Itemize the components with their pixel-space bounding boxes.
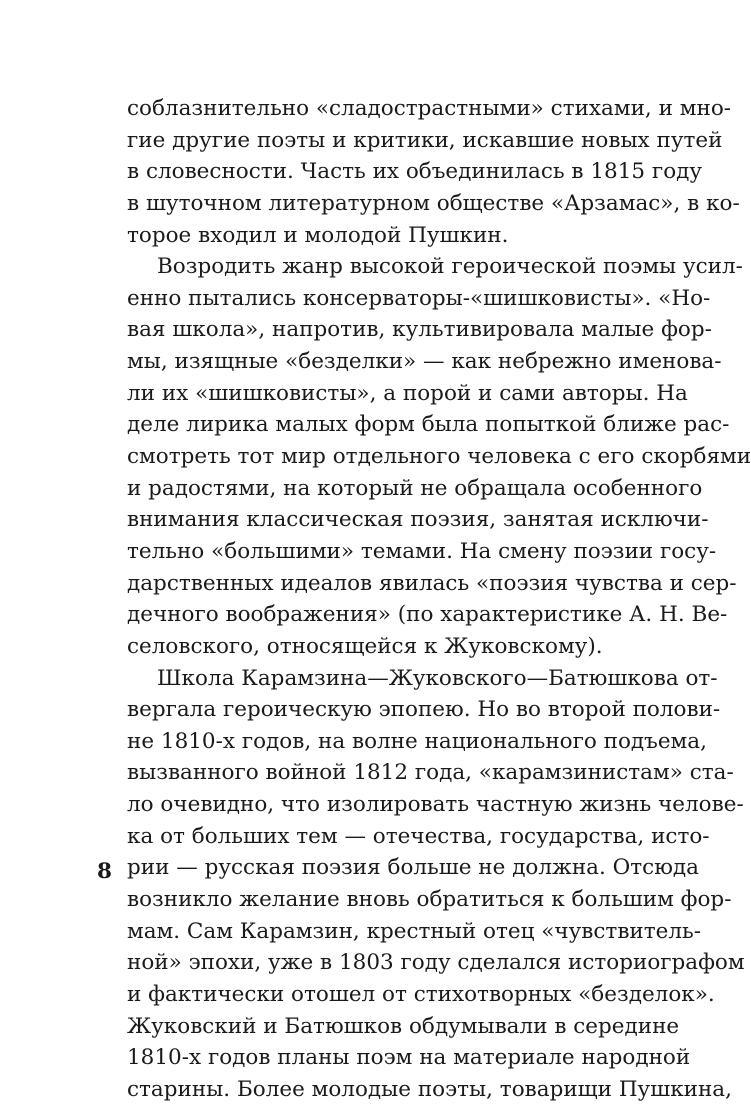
text-line: ной» эпохи, уже в 1803 году сделался историографом (127, 950, 745, 976)
text-line: Возродить жанр высокой героической поэмы усил- (157, 254, 743, 280)
text-line: дарственных идеалов явилась «поэзия чувства и сер- (127, 570, 737, 596)
text-line: вызванного войной 1812 года, «карамзинистам» ста- (127, 760, 734, 786)
text-line: рии — русская поэзия больше не должна. Отсюда (127, 855, 699, 881)
text-line: внимания классическая поэзия, занятая исключи- (127, 507, 709, 533)
text-line: мы, изящные «безделки» — как небрежно именова- (127, 349, 722, 375)
text-line: енно пытались консерваторы-«шишковисты». «Но- (127, 285, 711, 311)
text-line: в словесности. Часть их объединилась в 1815 году (127, 159, 703, 185)
text-line: 1810-х годов планы поэм на материале народной (127, 1045, 691, 1071)
text-line: и радостями, на который не обращала особенного (127, 475, 703, 501)
text-line: соблазнительно «сладострастными» стихами, и мно- (127, 96, 732, 121)
text-line: деле лирика малых форм была попыткой ближе рас- (127, 412, 730, 438)
text-line: селовского, относящейся к Жуковскому). (127, 633, 603, 659)
text-line: ли их «шишковисты», а порой и сами авторы. На (127, 380, 688, 406)
text-line: дечного воображения» (по характеристике А. Н. Ве- (127, 602, 728, 628)
text-line: не 1810-х годов, на волне национального подъема, (127, 728, 707, 754)
text-line: вергала героическую эпопею. Но во второй полови- (127, 697, 721, 723)
text-line: мам. Сам Карамзин, крестный отец «чувствитель- (127, 918, 702, 944)
text-line: вая школа», напротив, культивировала малые фор- (127, 317, 712, 343)
page-number: 8 (97, 859, 112, 884)
text-line: смотреть тот мир отдельного человека с его скорбями (127, 444, 751, 470)
text-line: в шуточном литературном обществе «Арзамас», в ко- (127, 190, 740, 216)
text-line: Школа Карамзина—Жуковского—Батюшкова от- (157, 665, 718, 691)
text-line: торое входил и молодой Пушкин. (127, 222, 509, 248)
text-line: и фактически отошел от стихотворных «безделок». (127, 981, 715, 1007)
text-line: ка от больших тем — отечества, государства, исто- (127, 823, 710, 849)
text-line: гие другие поэты и критики, искавшие новых путей (127, 127, 723, 153)
page-body-text (127, 93, 751, 1106)
text-line: Жуковский и Батюшков обдумывали в середине (127, 1013, 680, 1039)
text-line: возникло желание вновь обратиться к большим фор- (127, 887, 732, 913)
text-line: тельно «большими» темами. На смену поэзии госу- (127, 538, 717, 564)
text-line: ло очевидно, что изолировать частную жизнь челове- (127, 792, 744, 818)
text-line: старины. Более молодые поэты, товарищи Пушкина, (127, 1076, 732, 1102)
